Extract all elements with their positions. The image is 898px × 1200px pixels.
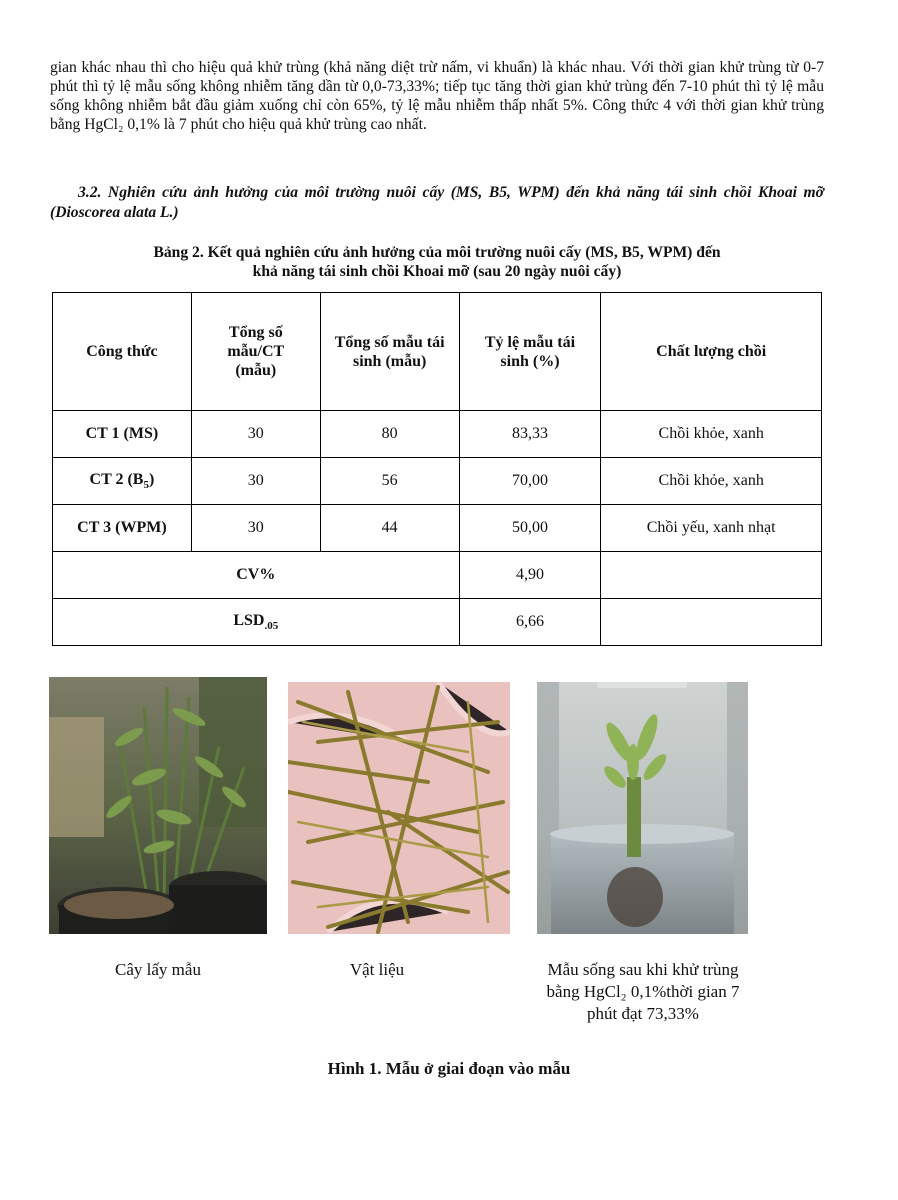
cv-empty-cell [601,552,822,599]
lsd-subscript: .05 [264,620,279,633]
photo-plant-sample [49,677,267,934]
caption-material: Vật liệu [349,960,405,979]
lsd-label [53,599,460,646]
caption-culture-line-1: Mẫu sống sau khi khử trùng [547,960,739,979]
cell-rate: 70,00 [459,458,601,505]
lsd-empty-cell [601,599,822,646]
body-paragraph: gian khác nhau thì cho hiệu quả khử trùng (khả năng diệt trừ nấm, vi khuẩn) là khác nhau. Với thời gian khử trùng từ 0-7 phút thì tỷ lệ mẫu sống không nhiễm tăng dần từ 0,0-73,33%; tiếp tục tăng thời gian khử trùng đến 7-10 phút thì tỷ lệ mẫu sống không nhiễm bắt đầu giảm xuống chỉ còn 65%, tỷ lệ mẫu nhiễm thấp nhất 5%. Công thức 4 với thời gian khử trùng bằng HgCl₂ 0,1% là 7 phút cho hiệu quả khử trùng cao nhất. [50,59,824,133]
figure-title: Hình 1. Mẫu ở giai đoạn vào mẫu [327,1059,571,1078]
formula-end: ) [148,470,155,488]
section-heading: 3.2. Nghiên cứu ảnh hưởng của môi trường nuôi cấy (MS, B5, WPM) đến khả năng tái sinh chồi Khoai mỡ (Dioscorea alata L.) [50,184,824,221]
cell-regen: 56 [320,458,459,505]
cell-regen: 80 [320,411,459,458]
table-caption-line-1: Bảng 2. Kết quả nghiên cứu ảnh hưởng của môi trường nuôi cấy (MS, B5, WPM) đến [153,244,721,261]
table-caption-line-2: khả năng tái sinh chồi Khoai mỡ (sau 20 ngày nuôi cấy) [252,263,622,280]
results-table [52,292,822,646]
header-shoot-quality: Chất lượng chồi [601,293,822,411]
cv-row [53,552,822,599]
header-formula: Công thức [53,293,192,411]
header-regenerated-samples: Tổng số mẫu tái sinh (mẫu) [320,293,459,411]
header-regeneration-rate: Tỷ lệ mẫu tái sinh (%) [459,293,601,411]
cell-regen: 44 [320,505,459,552]
formula-subscript: 5 [143,479,149,492]
cv-label: CV% [53,552,460,599]
table-header-row [53,293,822,411]
caption-culture-sample [508,959,778,1025]
cell-formula [53,458,192,505]
caption-plant-sample: Cây lấy mẫu [115,960,201,979]
cell-total: 30 [191,411,320,458]
cell-formula: CT 3 (WPM) [53,505,192,552]
caption-culture-line-2: bằng HgCl₂ 0,1%thời gian 7 [546,982,740,1001]
cell-total: 30 [191,458,320,505]
cell-rate: 83,33 [459,411,601,458]
table-caption [50,243,824,281]
cell-quality: Chồi khỏe, xanh [601,458,822,505]
formula-main: CT 2 (B [89,470,144,488]
cell-quality: Chồi khỏe, xanh [601,411,822,458]
table-row [53,458,822,505]
lsd-row [53,599,822,646]
cell-total: 30 [191,505,320,552]
table-row [53,505,822,552]
photo-material [288,682,510,934]
cell-formula: CT 1 (MS) [53,411,192,458]
lsd-value: 6,66 [459,599,601,646]
header-total-samples: Tổng số mẫu/CT (mẫu) [191,293,320,411]
cell-quality: Chồi yếu, xanh nhạt [601,505,822,552]
lsd-main: LSD [233,611,265,629]
photo-culture-sample [537,682,748,934]
cv-value: 4,90 [459,552,601,599]
caption-culture-line-3: phút đạt 73,33% [587,1004,699,1023]
cell-rate: 50,00 [459,505,601,552]
table-row [53,411,822,458]
